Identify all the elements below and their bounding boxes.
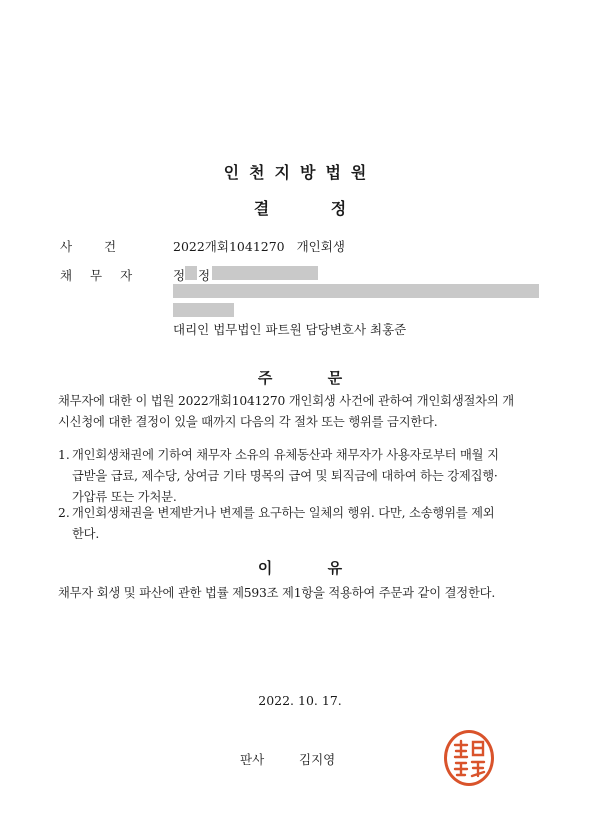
order-intro xyxy=(58,391,548,433)
reason-text: 채무자 회생 및 파산에 관한 법률 제593조 제1항을 적용하여 주문과 같이 결정한다. xyxy=(58,586,496,600)
order-item-2-line2: 한다. xyxy=(72,527,100,541)
document-type: 결 정 xyxy=(253,199,347,218)
order-item-1-line3: 가압류 또는 가처분. xyxy=(72,490,177,504)
reason-heading: 이 유 xyxy=(257,559,343,577)
order-intro-line1: 채무자에 대한 이 법원 2022개회1041270 개인회생 사건에 관하여 개인회생절차의 개 xyxy=(58,394,514,408)
order-item-2-number: 2. xyxy=(58,506,70,520)
order-item-2 xyxy=(72,503,542,545)
seal-glyph-icon xyxy=(447,733,491,783)
order-item-1-line1: 개인회생채권에 기하여 채무자 소유의 유체동산과 채무자가 사용자로부터 매월 지 xyxy=(72,448,499,462)
judge-label: 판사 xyxy=(240,752,265,767)
redaction-name-middle xyxy=(185,266,197,280)
judge-name: 김지영 xyxy=(299,752,336,767)
order-item-1 xyxy=(72,445,542,508)
case-label: 사 건 xyxy=(60,239,117,254)
case-number: 2022개회1041270 개인회생 xyxy=(173,239,345,254)
redaction-address-line1 xyxy=(173,284,539,298)
debtor-name-suffix: 정 xyxy=(198,268,211,283)
debtor-label: 채 무 자 xyxy=(60,268,133,283)
order-item-2-line1: 개인회생채권을 변제받거나 변제를 요구하는 일체의 행위. 다만, 소송행위를 제외 xyxy=(72,506,495,520)
order-heading: 주 문 xyxy=(257,369,343,387)
order-intro-line2: 시신청에 대한 결정이 있을 때까지 다음의 각 절차 또는 행위를 금지한다. xyxy=(58,415,438,429)
judge-seal-stamp xyxy=(444,730,494,786)
decision-date: 2022. 10. 17. xyxy=(258,693,342,708)
court-name: 인천지방법원 xyxy=(223,163,377,182)
redaction-address-line2 xyxy=(173,303,234,317)
redaction-id xyxy=(212,266,318,280)
debtor-agent: 대리인 법무법인 파트원 담당변호사 최홍준 xyxy=(173,322,407,337)
debtor-name-prefix: 정 xyxy=(173,268,186,283)
order-item-1-line2: 급받을 급료, 제수당, 상여금 기타 명목의 급여 및 퇴직금에 대하여 하는 강제집행· xyxy=(72,469,498,483)
order-item-1-number: 1. xyxy=(58,448,70,462)
